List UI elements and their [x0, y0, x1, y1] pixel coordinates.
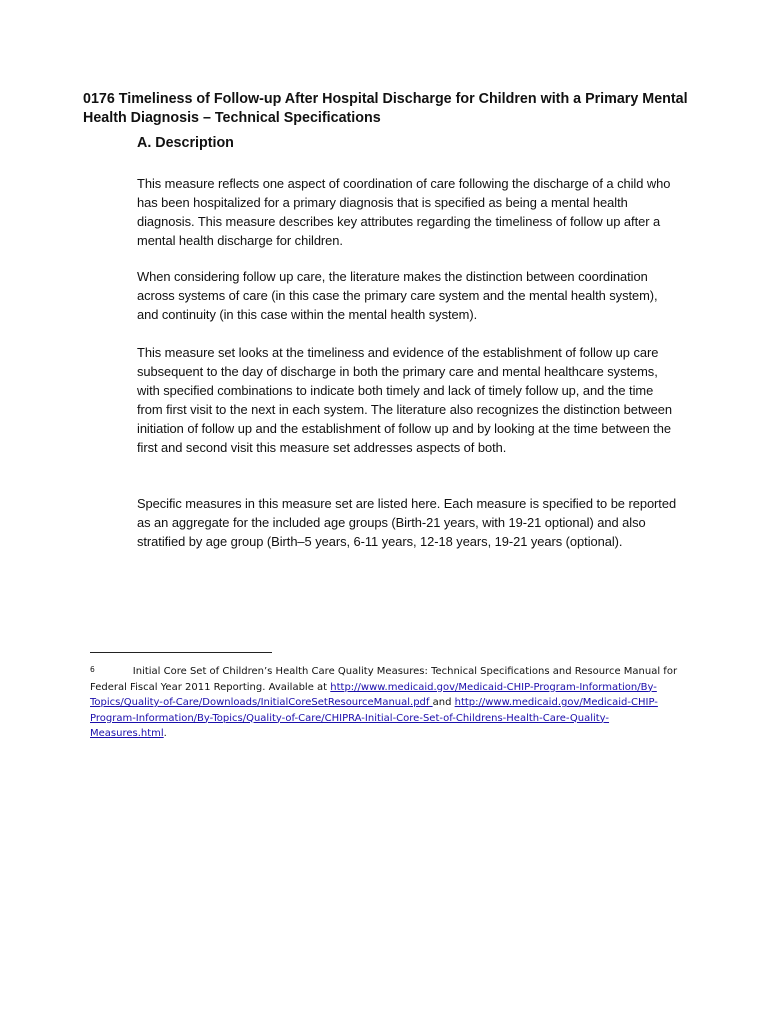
- paragraph-specific-measures: Specific measures in this measure set are listed here. Each measure is specified to be reported as an aggregate for the included age groups (Birth-21 years, with 19-21 optional) and also stratified by age group (Birth–5 years, 6-11 years, 12-18 years, 19-21 years (optional).: [137, 496, 677, 549]
- footnote-link-resource-manual[interactable]: http://www.medicaid.gov/Medicaid-CHIP-Program-Information/By-Topics/Quality-of-Care/Downloads/InitialCoreSetResourceManual.pdf: [90, 681, 657, 708]
- footnote-and-text: and: [432, 697, 455, 708]
- paragraph-measure-set-scope: This measure set looks at the timeliness and evidence of the establishment of follow up care subsequent to the day of discharge in both the primary care and mental healthcare systems, with specified combinations to indicate both timely and lack of timely follow up, and the time from first visit to the next in each system. The literature also recognizes the distinction between initiation of follow up and the establishment of follow up and by looking at the time between the first and second visit this measure set addresses aspects of both.: [137, 345, 673, 455]
- footnote-number: 6: [90, 665, 95, 674]
- footnote-citation-text: Initial Core Set of Children’s Health Care Quality Measures: Technical Specifications and Resource Manual for Federal Fiscal Year 2011 Reporting. Available at: [90, 666, 678, 693]
- footnote-link-initial-core-set[interactable]: http://www.medicaid.gov/Medicaid-CHIP-Program-Information/By-Topics/Quality-of-Care/CHIPRA-Initial-Core-Set-of-Childrens-Health-Care-Quality-Measures.html: [90, 697, 658, 739]
- paragraph-follow-up-distinction: When considering follow up care, the literature makes the distinction between coordination across systems of care (in this case the primary care system and the mental health system), and continuity (in this case within the mental health system).: [137, 269, 658, 322]
- footnote-separator: [90, 652, 272, 653]
- document-title: 0176 Timeliness of Follow-up After Hospital Discharge for Children with a Primary Mental Health Diagnosis – Technical Specifications: [83, 91, 688, 126]
- footnote-end-period: .: [163, 728, 167, 739]
- paragraph-coordination-of-care: This measure reflects one aspect of coordination of care following the discharge of a child who has been hospitalized for a primary diagnosis that is specified as being a mental health diagnosis. This measure describes key attributes regarding the timeliness of follow up after a mental health discharge for children.: [137, 176, 671, 248]
- footnote: [90, 664, 680, 742]
- section-heading-description: A. Description: [137, 135, 234, 151]
